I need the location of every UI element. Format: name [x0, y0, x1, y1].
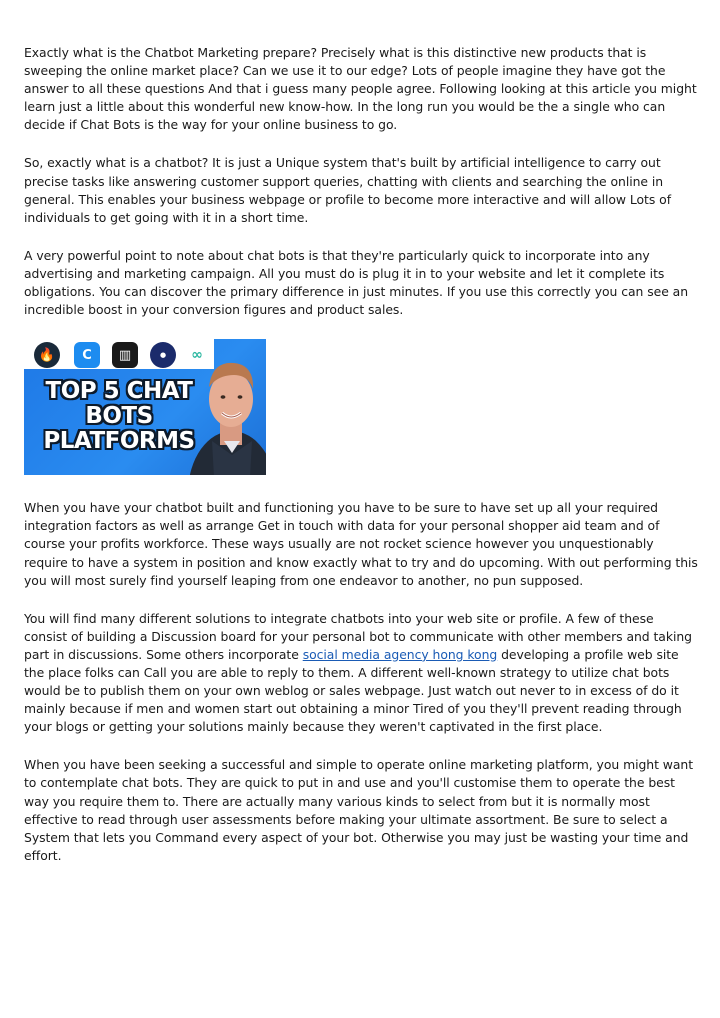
paragraph-1: Exactly what is the Chatbot Marketing prepare? Precisely what is this distinctive new products that is sweeping the online market place? Can we use it to our edge? Lots of people imagine they have got the answer to all these questions And that i guess many people agree. Following looking at this article you might learn just a little about this wonderful new know-how. In the long run you would be the a single who can decide if Chat Bots is the way for your online business to go. — [24, 45, 697, 133]
crisp-c-icon: C — [74, 342, 100, 368]
paragraph-2: So, exactly what is a chatbot? It is just a Unique system that's built by artificial intelligence to carry out precise tasks like answering customer support queries, chatting with clients and searching the online in general. This enables your business webpage or profile to become more interactive and will allow Lots of individuals to get going with it in a short time. — [24, 155, 672, 225]
paragraph-4: When you have your chatbot built and functioning you have to be sure to have set up all your required integration factors as well as arrange Get in touch with data for your personal shopper aid team and of course your profits workforce. These ways usually are not rocket science however you unquestionably require to have a system in position and know exactly what to try and do upcoming. With out performing this you will most surely find yourself leaping from one endeavor to another, no pun supposed. — [24, 500, 698, 588]
flame-icon: 🔥 — [34, 342, 60, 368]
image-title-line-1: TOP 5 CHAT — [45, 378, 193, 405]
image-title-line-3: PLATFORMS — [43, 428, 195, 455]
paragraph-3: A very powerful point to note about chat bots is that they're particularly quick to incorporate into any advertising and marketing campaign. All you must do is plug it in to your website and let it complete its obligations. You can discover the primary difference in just minutes. If you use this correctly you can see an incredible boost in your conversion figures and product sales. — [24, 247, 689, 318]
paragraph-5 — [24, 610, 700, 737]
paragraph-6: When you have been seeking a successful and simple to operate online marketing platform, you might want to contemplate chat bots. They are quick to put in and use and you'll customise them to operate the best way you require them to. There are actually many various kinds to select from but it is normally most effective to read through user assessments before making your ultimate assortment. Be sure to select a System that lets you Command every aspect of your bot. Otherwise you may just be wasting your time and effort. — [24, 757, 694, 863]
article-image-top-5-chat-bots — [24, 339, 266, 475]
paragraph-5-text-after-link: developing a profile web site the place folks can Call you are able to reply to them. A different well-known strategy to utilize chat bots would be to publish them on your own weblog or sales webpage. Just watch out never to in excess of do it mainly because if men and women start out obtaining a minor Tired of you they'll prevent reading through your blogs or getting your solutions mainly because they weren't captivated in the first place. — [24, 646, 682, 735]
paragraph-5-text-before-link: You will find many different solutions to integrate chatbots into your web site or profile. A few of these consist of building a Discussion board for your personal bot to communicate with other members and taking part in discussions. Some others incorporate — [24, 610, 692, 662]
image-title — [34, 379, 204, 454]
platform-logos-strip — [24, 339, 214, 369]
presenter-portrait-icon — [190, 343, 266, 475]
social-media-agency-link[interactable]: social media agency hong kong — [302, 646, 498, 662]
article-body — [24, 44, 700, 885]
botsify-icon: ● — [150, 342, 176, 368]
image-title-line-2: BOTS — [85, 403, 153, 430]
infinity-icon: ∞ — [184, 342, 210, 368]
intercom-icon: ▥ — [112, 342, 138, 368]
